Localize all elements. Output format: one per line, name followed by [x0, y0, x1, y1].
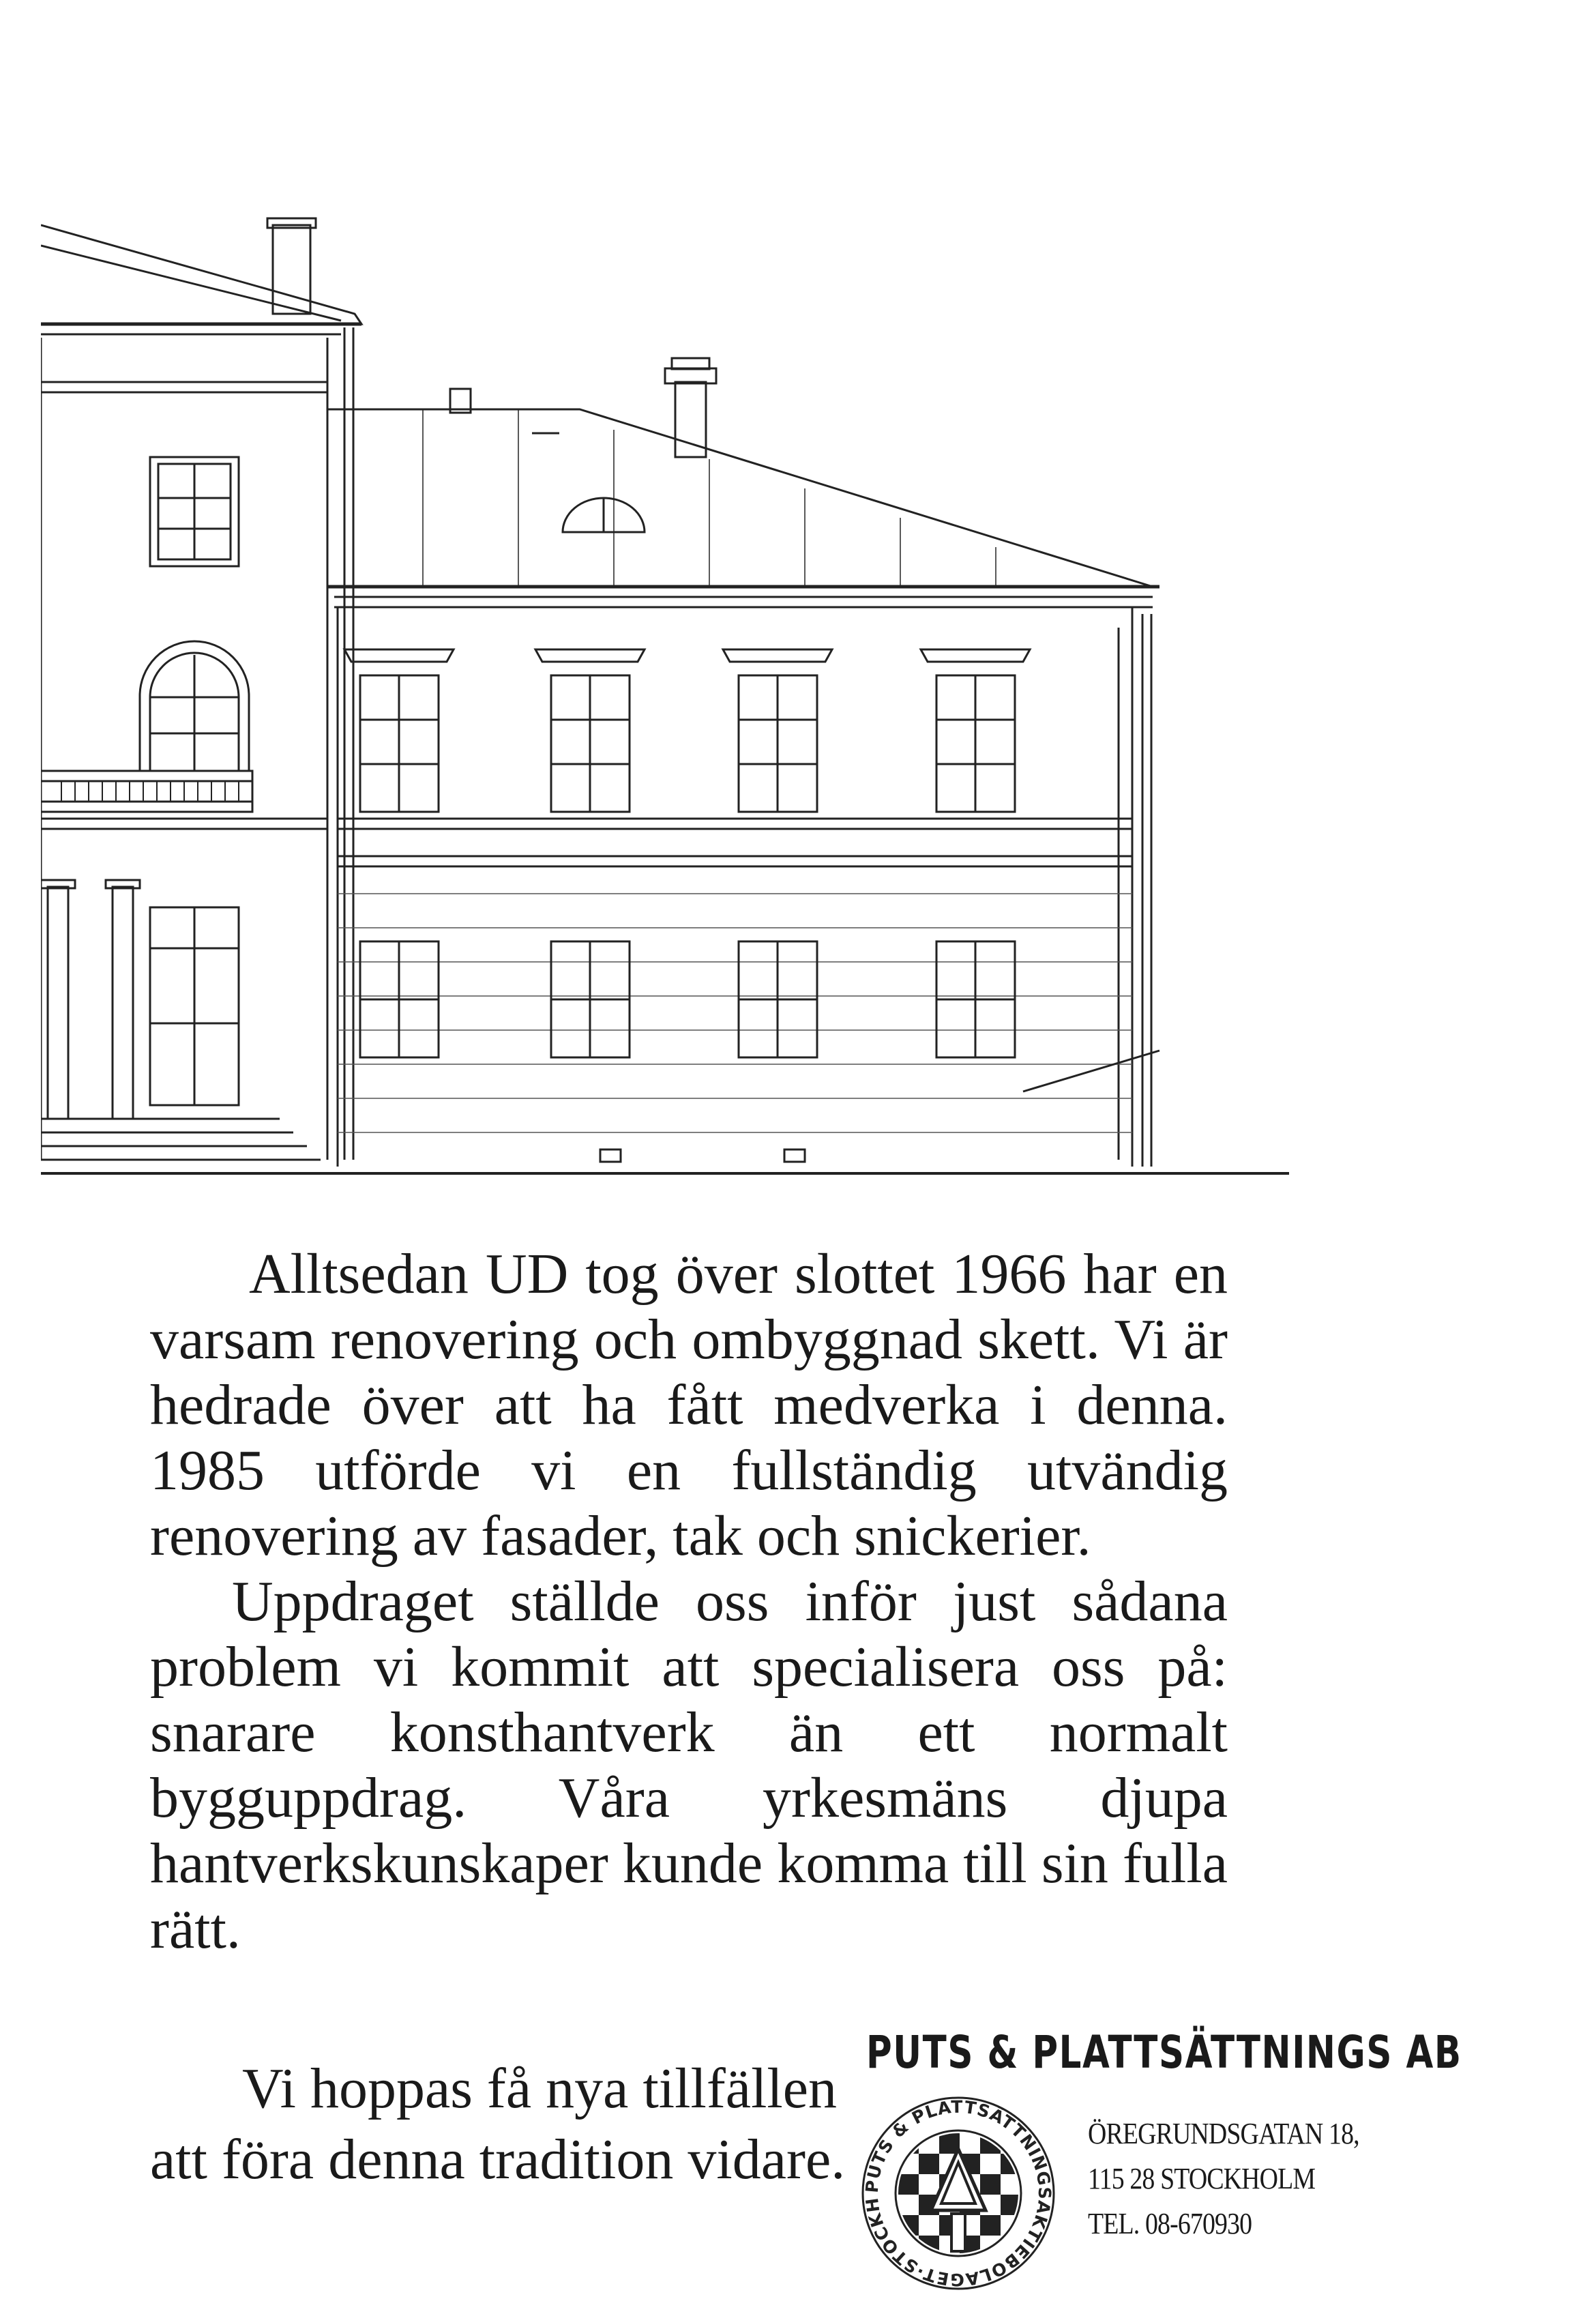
- paragraph-1: Alltsedan UD tog över slottet 1966 har en varsam renovering och ombyggnad skett. Vi är hedrade över att ha fått medverka i denna. 1985 utförde vi en fullständig utvändig renovering av fasader, tak och snickerier.: [150, 1242, 1228, 1568]
- address-city: 115 28 STOCKHOLM: [1088, 2162, 1316, 2195]
- address-street: ÖREGRUNDSGATAN 18,: [1088, 2117, 1359, 2150]
- closing-text: [150, 2053, 846, 2195]
- article-body: [150, 1242, 1228, 1962]
- building-facade-drawing: [41, 205, 1289, 1201]
- left-building: [41, 218, 361, 1160]
- paragraph-2: Uppdraget ställde oss inför just sådana problem vi kommit att specialisera oss på: snarare konsthantverk än ett normalt bygguppdrag. Våra yrkesmäns djupa hantverkskunskaper kunde komma till sin fulla rätt.: [150, 1570, 1228, 1961]
- seal-ring-text: PUTS & PLATTSÄTTNINGSAKTIEBOLAGET·STOCKH: [861, 2096, 1055, 2290]
- checkered-shield-seal-icon: [856, 2091, 1061, 2296]
- company-name: PUTS & PLATTSÄTTNINGS AB: [866, 2026, 1462, 2079]
- address-phone: TEL. 08-670930: [1088, 2207, 1252, 2240]
- upper-windows: [344, 649, 1030, 812]
- right-wing: [327, 358, 1159, 1167]
- closing-line-1: Vi hoppas få nya tillfällen: [242, 2057, 838, 2120]
- lower-windows: [360, 941, 1015, 1057]
- company-address: [1088, 2111, 1359, 2246]
- closing-line-2: att föra denna tradition vidare.: [150, 2128, 846, 2191]
